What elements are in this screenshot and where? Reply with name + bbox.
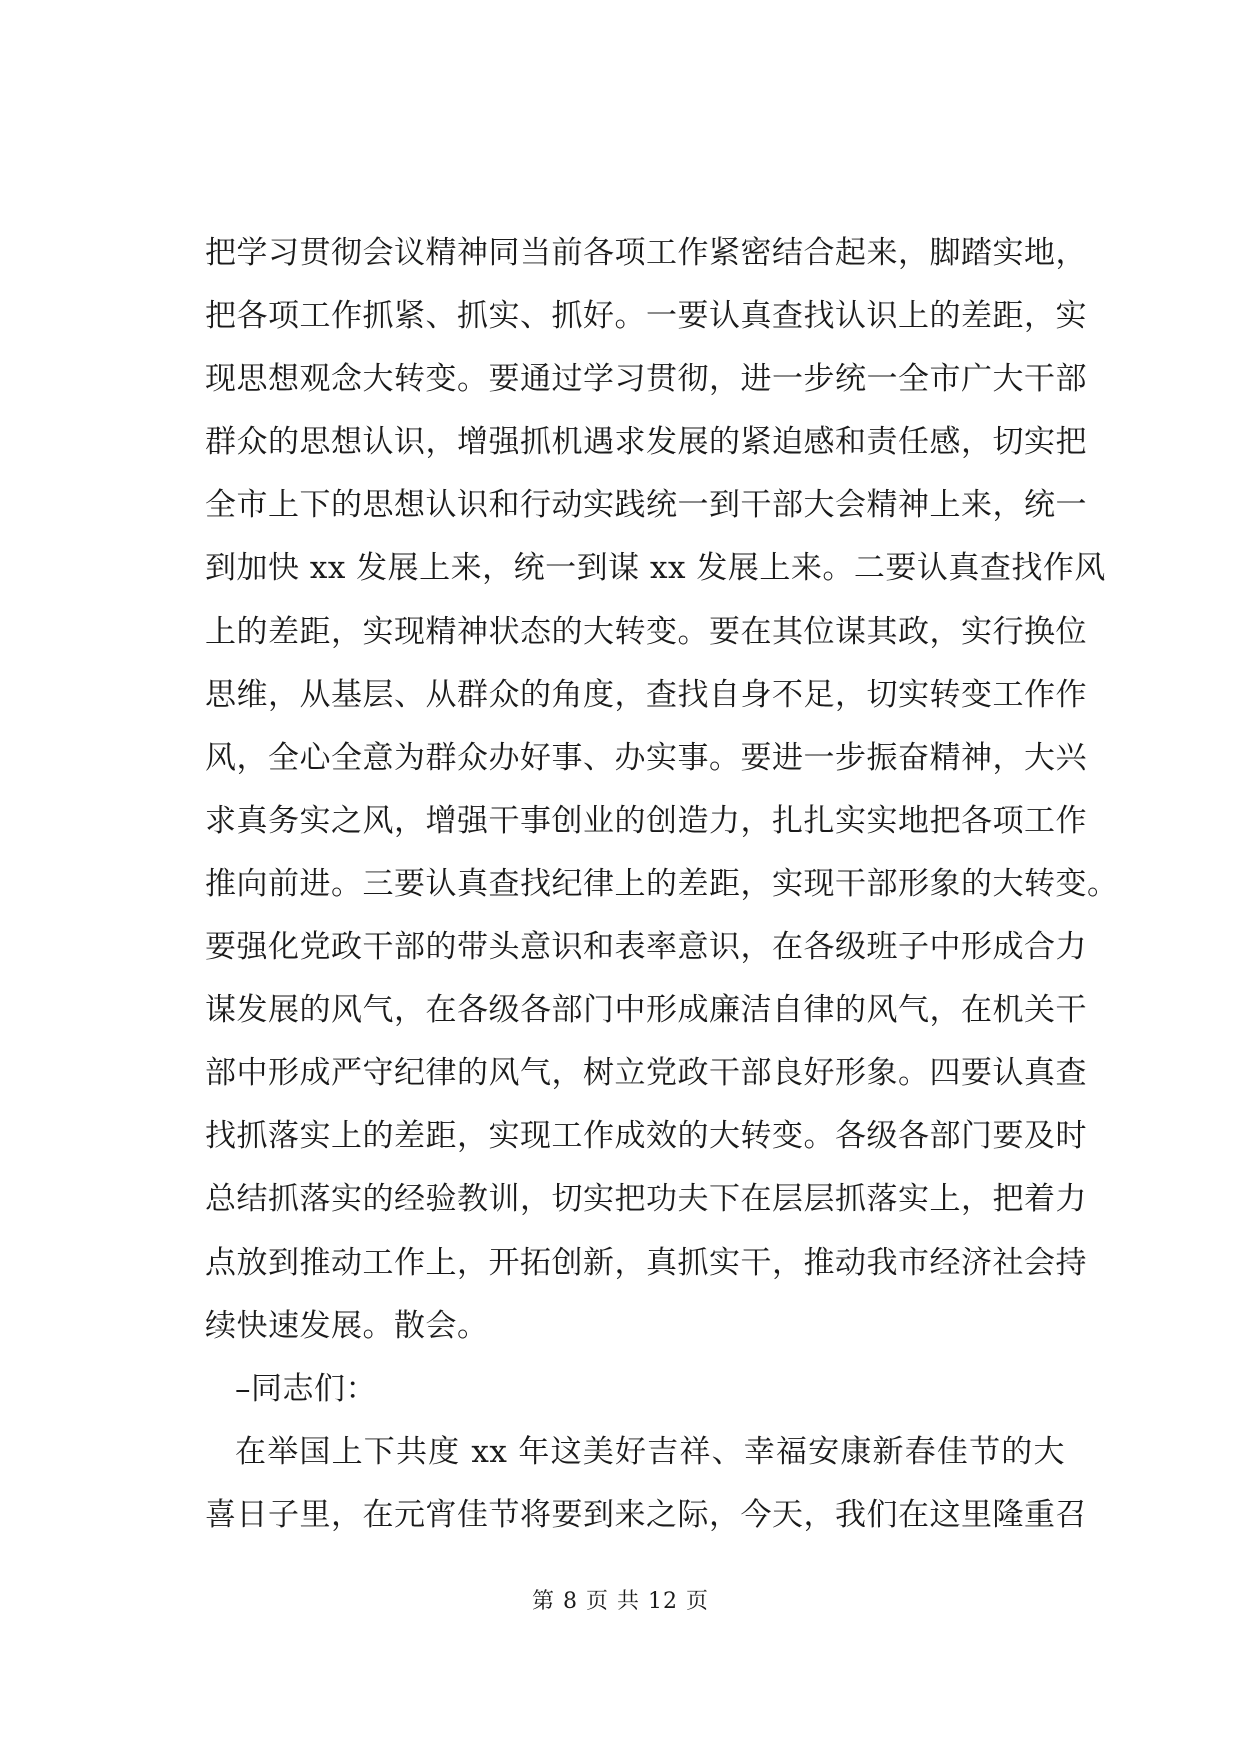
salutation: –同志们：	[235, 1370, 377, 1407]
paragraph-line: 找抓落实上的差距，实现工作成效的大转变。各级各部门要及时	[205, 1118, 1087, 1155]
paragraph-line: 点放到推动工作上，开拓创新，真抓实干，推动我市经济社会持	[205, 1244, 1087, 1281]
paragraph-line: 把各项工作抓紧、抓实、抓好。一要认真查找认识上的差距，实	[205, 298, 1087, 335]
paragraph-line: 谋发展的风气，在各级各部门中形成廉洁自律的风气，在机关干	[205, 992, 1087, 1029]
paragraph-line: 到加快 xx 发展上来，统一到谋 xx 发展上来。二要认真查找作风	[205, 550, 1106, 587]
paragraph-line: 总结抓落实的经验教训，切实把功夫下在层层抓落实上，把着力	[205, 1181, 1087, 1218]
paragraph-line: 全市上下的思想认识和行动实践统一到干部大会精神上来，统一	[205, 487, 1087, 524]
page-number-footer: 第 8 页 共 12 页	[532, 1589, 709, 1614]
paragraph-line: 风，全心全意为群众办好事、办实事。要进一步振奋精神，大兴	[205, 739, 1087, 776]
paragraph-line: 喜日子里，在元宵佳节将要到来之际，今天，我们在这里隆重召	[205, 1496, 1087, 1533]
paragraph-line: 在举国上下共度 xx 年这美好吉祥、幸福安康新春佳节的大	[235, 1433, 1065, 1470]
paragraph-line: 思维，从基层、从群众的角度，查找自身不足，切实转变工作作	[205, 676, 1087, 713]
paragraph-line: 上的差距，实现精神状态的大转变。要在其位谋其政，实行换位	[205, 613, 1087, 650]
paragraph-line: 续快速发展。散会。	[205, 1307, 489, 1344]
paragraph-line: 把学习贯彻会议精神同当前各项工作紧密结合起来，脚踏实地，	[205, 235, 1087, 271]
paragraph-line: 群众的思想认识，增强抓机遇求发展的紧迫感和责任感，切实把	[205, 424, 1087, 461]
paragraph-line: 要强化党政干部的带头意识和表率意识，在各级班子中形成合力	[205, 929, 1087, 966]
paragraph-line: 现思想观念大转变。要通过学习贯彻，进一步统一全市广大干部	[205, 361, 1087, 398]
paragraph-line: 求真务实之风，增强干事创业的创造力，扎扎实实地把各项工作	[205, 802, 1087, 839]
document-body	[205, 222, 1119, 1547]
paragraph-line: 推向前进。三要认真查找纪律上的差距，实现干部形象的大转变。	[205, 865, 1119, 902]
paragraph-line: 部中形成严守纪律的风气，树立党政干部良好形象。四要认真查	[205, 1055, 1087, 1092]
